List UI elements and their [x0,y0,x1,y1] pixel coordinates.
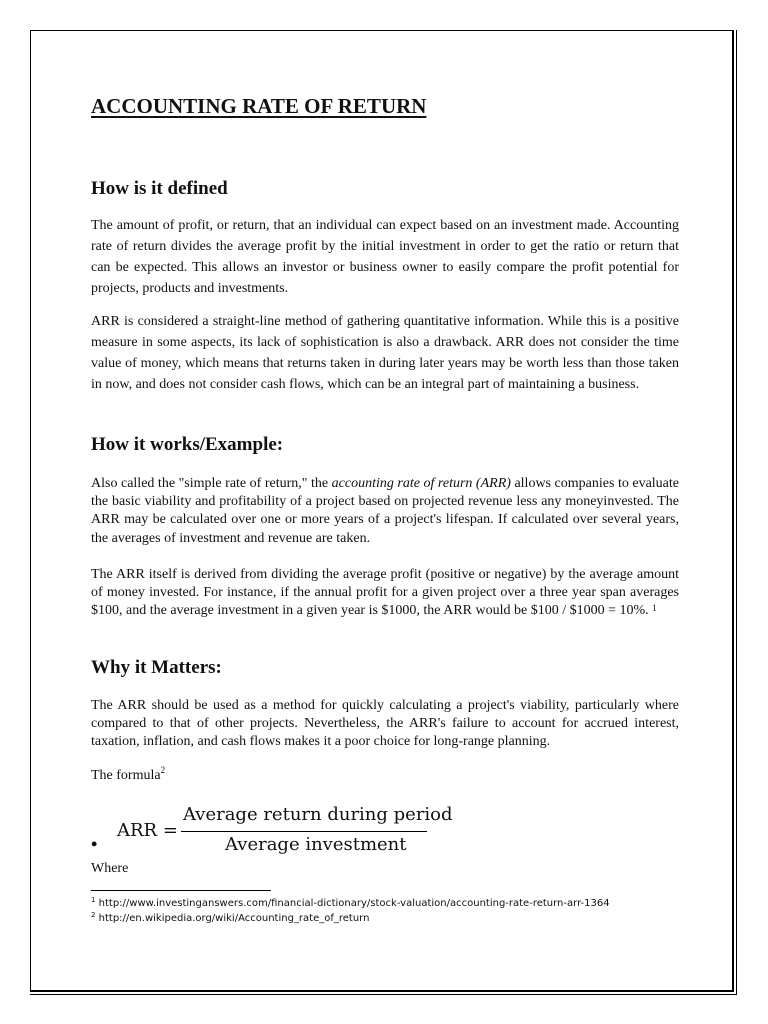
footnote-1 [91,898,610,909]
fraction-bar [181,831,427,832]
footnote-2 [91,913,369,924]
document-title: ACCOUNTING RATE OF RETURN [91,94,427,118]
footnote-2-number: 2 [91,911,96,919]
paragraph-example-1-emphasis: accounting rate of return (ARR) [331,476,511,491]
formula-denominator: Average investment [225,834,407,855]
paragraph-example-1-end: allows companies to evaluate the basic viability and profitability of a project based on projected revenue less any moneyinvested. The ARR may be calculated over one or more years of a project's lifespan. If calculated over several years, the averages of investment and revenue are taken. [91,476,679,546]
paragraph-why-it-matters: The ARR should be used as a method for quickly calculating a project's viability, particularly where compared to that of other projects. Nevertheless, the ARR's failure to account for accrued interest, taxation, inflation, and cash flows makes it a poor choice for long-range planning. [91,698,679,750]
formula-lhs: ARR = [117,820,178,841]
footnote-1-number: 1 [91,896,96,904]
where-label: Where [91,861,129,876]
paragraph-example-2 [91,566,679,621]
bullet-icon: • [91,834,98,854]
section-heading-definition: How is it defined [91,178,228,199]
paragraph-definition-2: ARR is considered a straight-line method of gathering quantitative information. While this is a positive measure in some aspects, its lack of sophistication is also a drawback. ARR does not consider the time value of money, which means that returns taken in during later years may be worth less than those taken in now, and does not consider cash flows, which can be an integral part of maintaining a business. [91,314,679,392]
section-heading-example: How it works/Example: [91,434,284,455]
paragraph-example-1 [91,475,679,548]
footnote-1-link[interactable]: http://www.investinganswers.com/financial-dictionary/stock-valuation/accounting-rate-return-arr-1364 [95,898,610,909]
formula-numerator: Average return during period [183,804,453,825]
paragraph-example-1-start: Also called the "simple rate of return," the [91,476,332,491]
footnote-ref-2[interactable]: 2 [160,765,166,775]
arr-formula [117,804,453,856]
section-heading-why-it-matters: Why it Matters: [91,657,222,678]
formula-intro [91,765,166,784]
footnote-ref-1[interactable]: 1 [652,603,657,614]
formula-intro-text: The formula [91,768,161,783]
footnote-separator [91,890,271,891]
footnote-2-link[interactable]: http://en.wikipedia.org/wiki/Accounting_rate_of_return [95,913,370,924]
paragraph-definition-1: The amount of profit, or return, that an individual can expect based on an investment made. Accounting rate of return divides the average profit by the initial investment in order to get the ratio or return that can be expected. This allows an investor or business owner to easily compare the profit potential for projects, products and investments. [91,218,679,296]
paragraph-example-2-text: The ARR itself is derived from dividing the average profit (positive or negative) by the average amount of money invested. For instance, if the annual profit for a given project over a three year span averages $100, and the average investment in a given year is $1000, the ARR would be $100 / $1000 = 10%. [91,567,679,619]
